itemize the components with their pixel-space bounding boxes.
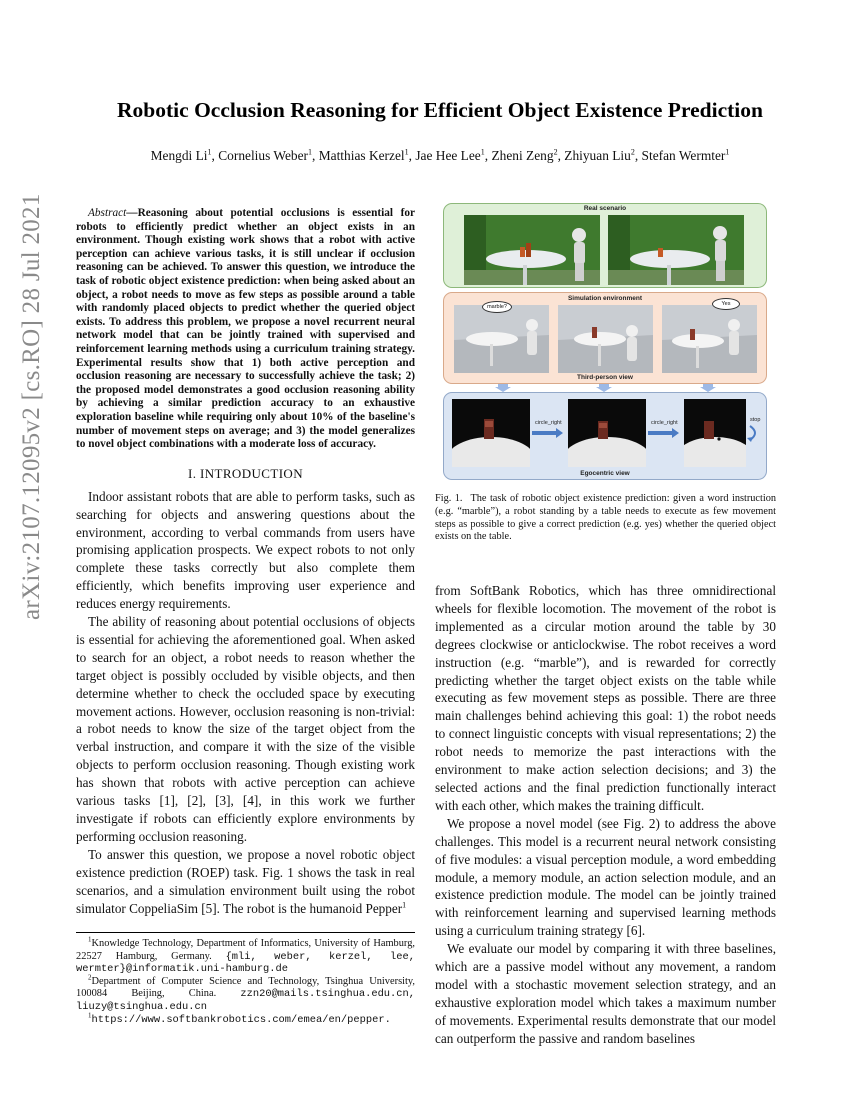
action-arrow-1 — [532, 428, 564, 438]
action-label-stop: stop — [750, 417, 761, 423]
author-affiliation-marker: 2 — [553, 147, 558, 157]
intro-paragraph-1: Indoor assistant robots that are able to perform tasks, such as searching for objects and answering questions about the environment, according to verbal commands from users have promising application prospects. We expect robots to not only complete these tasks correctly but also complete them efficiently, which benefits improving user experience and reduces energy requirements. — [76, 488, 415, 612]
speech-bubble-query: marble? — [482, 301, 512, 313]
author-affiliation-marker: 1 — [207, 147, 212, 157]
footnote-url-link[interactable]: https://www.softbankrobotics.com/emea/en/pepper. — [91, 1013, 391, 1026]
speech-bubble-answer: Yes — [712, 298, 740, 310]
author-name: Zhiyuan Liu — [564, 148, 631, 163]
abstract-text: Reasoning about potential occlusions is essential for robots to efficiently predict whether an object exists in an environment. Though existing work shows that a robot with active perception can achieve various tasks, it is still unclear if occlusion reasoning can be achieved. To answer this question, we introduce the task of robotic object existence prediction: when being asked about an object, a robot needs to move as few steps as possible around a table with randomly placed objects to predict whether the queried object exists. To address this problem, we propose a novel recurrent neural network model that can be jointly trained with supervised and reinforcement learning methods using a curriculum training strategy. Experimental results show that 1) both active perception and occlusion reasoning are necessary to successfully achieve the task; 2) the proposed model demonstrates a good occlusion reasoning ability by achieving a similar prediction accuracy to an exhaustive exploration baseline while requiring only about 10% of the baseline's number of movement steps on average; and 3) the model generalizes to novel object combinations with a moderate loss of accuracy. — [76, 207, 415, 451]
footnote-affiliation-1 — [76, 935, 415, 976]
author-name: Zheni Zeng — [491, 148, 554, 163]
footnote-1-marker: 1 — [88, 935, 92, 944]
ego-view-2 — [568, 399, 646, 467]
ego-view-3 — [684, 399, 746, 467]
abstract — [76, 207, 415, 452]
intro-paragraph-2: The ability of reasoning about potential occlusions of objects is essential for achieving the aforementioned goal. When asked to search for an object, a robot needs to reason whether the target object is possibly occluded by visible objects, and then determine whether to check the occluded space by executing movement actions. However, occlusion reasoning is non-trivial: a robot needs to know the size of the target object from the verbal instruction, and compare it with the size of the visible objects to perform occlusion reasoning. Though existing work has shown that robots with active perception can achieve various tasks [1], [2], [3], [4], in this work we further investigate if robots can efficiently explore environments by performing occlusion reasoning. — [76, 614, 415, 844]
sim-view-3 — [662, 305, 757, 373]
right-paragraph-1: from SoftBank Robotics, which has three omnidirectional wheels for flexible locomotion. The movement of the robot is implemented as a circular motion around the table by 30 degrees clockwise or anticlockwise. The robot receives a word instruction (e.g. “marble”), and is rewarded for correctly predicting whether the target object exists on the table while executing as few movement steps as possible. There are three main challenges behind achieving this goal: 1) the robot needs to connect linguistic concepts with visual representations; 2) the robot needs to memorize the past interactions with the environment to make action selection decisions; and 3) the selected actions and the final prediction functionally interact with each other, which makes the training difficult. — [435, 583, 776, 813]
author-affiliation-marker: 1 — [404, 147, 409, 157]
action-label-1: circle_right — [535, 420, 562, 426]
right-paragraph-3: We evaluate our model by comparing it with three baselines, which are a passive model without any movement, a random model with a stochastic movement selection strategy, and an exhaustive exploration model which takes a maximum number of movements. Experimental results demonstrate that our model can outperform the passive and random baselines — [435, 941, 776, 1046]
author-affiliation-marker: 1 — [725, 147, 730, 157]
author-name: Stefan Wermter — [641, 148, 726, 163]
real-photo-2 — [608, 215, 744, 285]
abstract-dash: — — [126, 207, 138, 219]
author-affiliation-marker: 1 — [480, 147, 485, 157]
footnote-3-marker: 1 — [88, 1011, 92, 1020]
paper-title: Robotic Occlusion Reasoning for Efficient Object Existence Prediction — [117, 98, 763, 122]
stop-arrow-icon — [747, 424, 763, 442]
figure-1-caption — [435, 493, 776, 544]
author-list: Mengdi Li$^1$, Cornelius Weber$^1$, Matthias Kerzel$^1$, Jae Hee Lee$^1$, Zheni Zeng$^2$, Zhiyuan Liu$^2$, Stefan Wermter$^1$ — [150, 147, 730, 163]
intro-paragraph-3 — [76, 846, 415, 918]
author-affiliation-marker: 2 — [630, 147, 635, 157]
footnote-affiliation-2 — [76, 973, 415, 1014]
footnote-2-text: Department of Computer Science and Technology, Tsinghua University, 100084 Beijing, China. — [76, 975, 415, 1000]
real-scenario-label: Real scenario — [583, 205, 627, 212]
footnote-1-text: Knowledge Technology, Department of Informatics, University of Hamburg, 22527 Hamburg, Germany. — [76, 938, 415, 962]
third-person-label: Third-person view — [577, 374, 633, 381]
author-name: Mengdi Li — [150, 148, 208, 163]
real-scenario-panel — [443, 203, 767, 288]
action-arrow-2 — [648, 428, 680, 438]
simulation-label: Simulation environment — [567, 295, 643, 302]
author-affiliation-marker: 1 — [308, 147, 313, 157]
sim-view-1 — [454, 305, 549, 373]
footnote-marker: 1 — [402, 900, 407, 910]
ego-view-1 — [452, 399, 530, 467]
sim-view-2 — [558, 305, 653, 373]
footnote-2-emails: zzn20@mails.tsinghua.edu.cn, liuzy@tsinghua.edu.cn — [76, 988, 415, 1013]
abstract-lead: Abstract — [88, 207, 127, 219]
right-paragraph-2: We propose a novel model (see Fig. 2) to address the above challenges. This model is a recurrent neural network consisting of five modules: a visual perception module, a word embedding module, a memory module, an action selection module, and an existence prediction module. The model can be jointly trained with reinforcement learning and supervised learning methods using a curriculum training strategy [6]. — [435, 815, 776, 939]
intro-paragraph-3-text: To answer this question, we propose a novel robotic object existence prediction (ROEP) task. Fig. 1 shows the task in real scenarios, and a simulation environment built using the robot simulator CoppeliaSim [5]. The robot is the humanoid Pepper — [76, 846, 415, 916]
section-heading-introduction: I. INTRODUCTION — [187, 465, 304, 481]
footnote-2-marker: 2 — [88, 973, 92, 982]
caption-label: Fig. 1. — [435, 493, 463, 504]
real-photo-1 — [464, 215, 600, 285]
egocentric-panel — [443, 392, 767, 480]
author-name: Cornelius Weber — [218, 148, 309, 163]
footnote-1-emails: {mli, weber, kerzel, lee, wermter}@informatik.uni-hamburg.de — [76, 950, 415, 976]
arxiv-identifier: arXiv:2107.12095v2 [cs.RO] 28 Jul 2021 — [18, 193, 45, 620]
left-column — [76, 207, 415, 917]
footnotes — [76, 932, 415, 1026]
egocentric-label: Egocentric view — [580, 470, 630, 477]
author-name: Matthias Kerzel — [318, 148, 405, 163]
footnote-url — [76, 1011, 415, 1027]
caption-text: The task of robotic object existence prediction: given a word instruction (e.g. “marble”), a robot standing by a table needs to execute as few movement steps as possible to give a correct prediction (e.g. yes) whether the queried object exists on the table. — [435, 493, 776, 543]
simulation-panel — [443, 292, 767, 384]
right-column — [435, 582, 776, 1048]
author-name: Jae Hee Lee — [415, 148, 481, 163]
figure-1 — [443, 203, 767, 482]
action-label-2: circle_right — [651, 420, 678, 426]
